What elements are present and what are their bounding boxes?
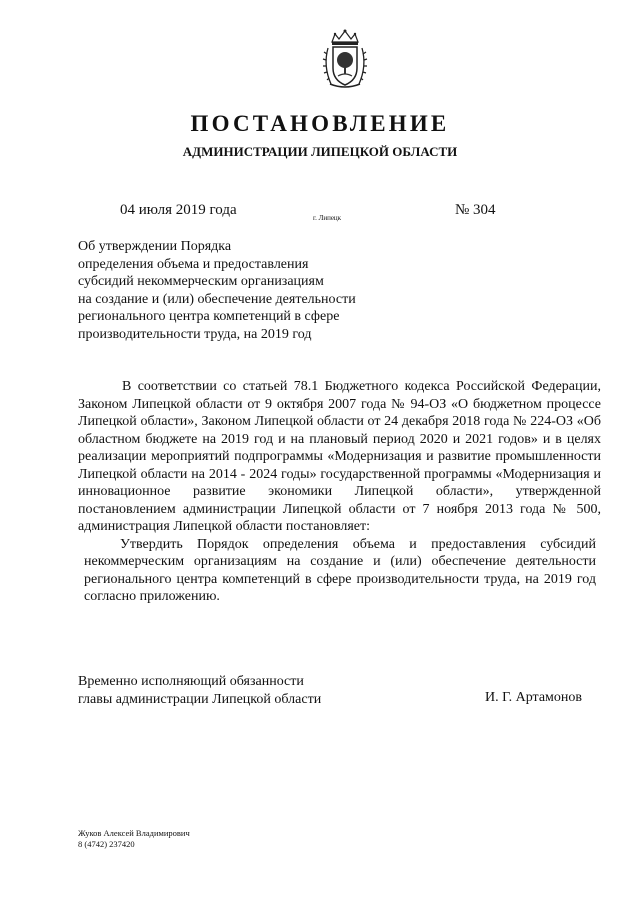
document-date: 04 июля 2019 года	[120, 202, 237, 218]
executor-phone: 8 (4742) 237420	[78, 839, 135, 849]
subject-line: регионального центра компетенций в сфере	[78, 309, 340, 324]
position-line: главы администрации Липецкой области	[78, 691, 322, 707]
signatory-position	[78, 673, 321, 708]
document-title: ПОСТАНОВЛЕНИЕ	[190, 111, 450, 136]
executor-info	[78, 828, 190, 850]
issuer-name: АДМИНИСТРАЦИИ ЛИПЕЦКОЙ ОБЛАСТИ	[182, 144, 458, 159]
subject-line: субсидий некоммерческим организациям	[78, 274, 324, 289]
preamble-paragraph: В соответствии со статьей 78.1 Бюджетного кодекса Российской Федерации, Законом Липецкой области от 9 октября 2007 года № 94-ОЗ «О бюджетном процессе Липецкой области», Законом Липецкой области от 24 декабря 2018 года № 224-ОЗ «Об областном бюджете на 2019 год и на плановый период 2020 и 2021 годов» и в целях реализации мероприятий подпрограммы «Модернизация и развитие промышленности Липецкой области на 2014 - 2024 годы» государственной программы «Модернизация и инновационное развитие экономики Липецкой области», утвержденной постановлением администрации Липецкой области от 7 ноября 2013 года № 500, администрация Липецкой области постановляет:	[78, 379, 601, 534]
document-number: № 304	[455, 202, 496, 218]
coat-of-arms-icon	[322, 28, 368, 90]
document-city: г. Липецк	[313, 214, 342, 222]
subject-line: Об утверждении Порядка	[78, 239, 232, 254]
signatory-name: И. Г. Артамонов	[485, 690, 583, 705]
subject-line: производительности труда, на 2019 год	[78, 326, 312, 342]
document-body	[78, 378, 601, 606]
subject-line: определения объема и предоставления	[78, 256, 309, 272]
subject-line: на создание и (или) обеспечение деятельности	[78, 291, 356, 307]
document-subject	[78, 238, 408, 343]
resolution-paragraph: Утвердить Порядок определения объема и предоставления субсидий некоммерческим организациям на создание и (или) обеспечение деятельности регионального центра компетенций в сфере производительности труда, на 2019 год согласно приложению.	[84, 536, 596, 604]
position-line: Временно исполняющий обязанности	[78, 674, 304, 689]
executor-name: Жуков Алексей Владимирович	[78, 828, 190, 838]
